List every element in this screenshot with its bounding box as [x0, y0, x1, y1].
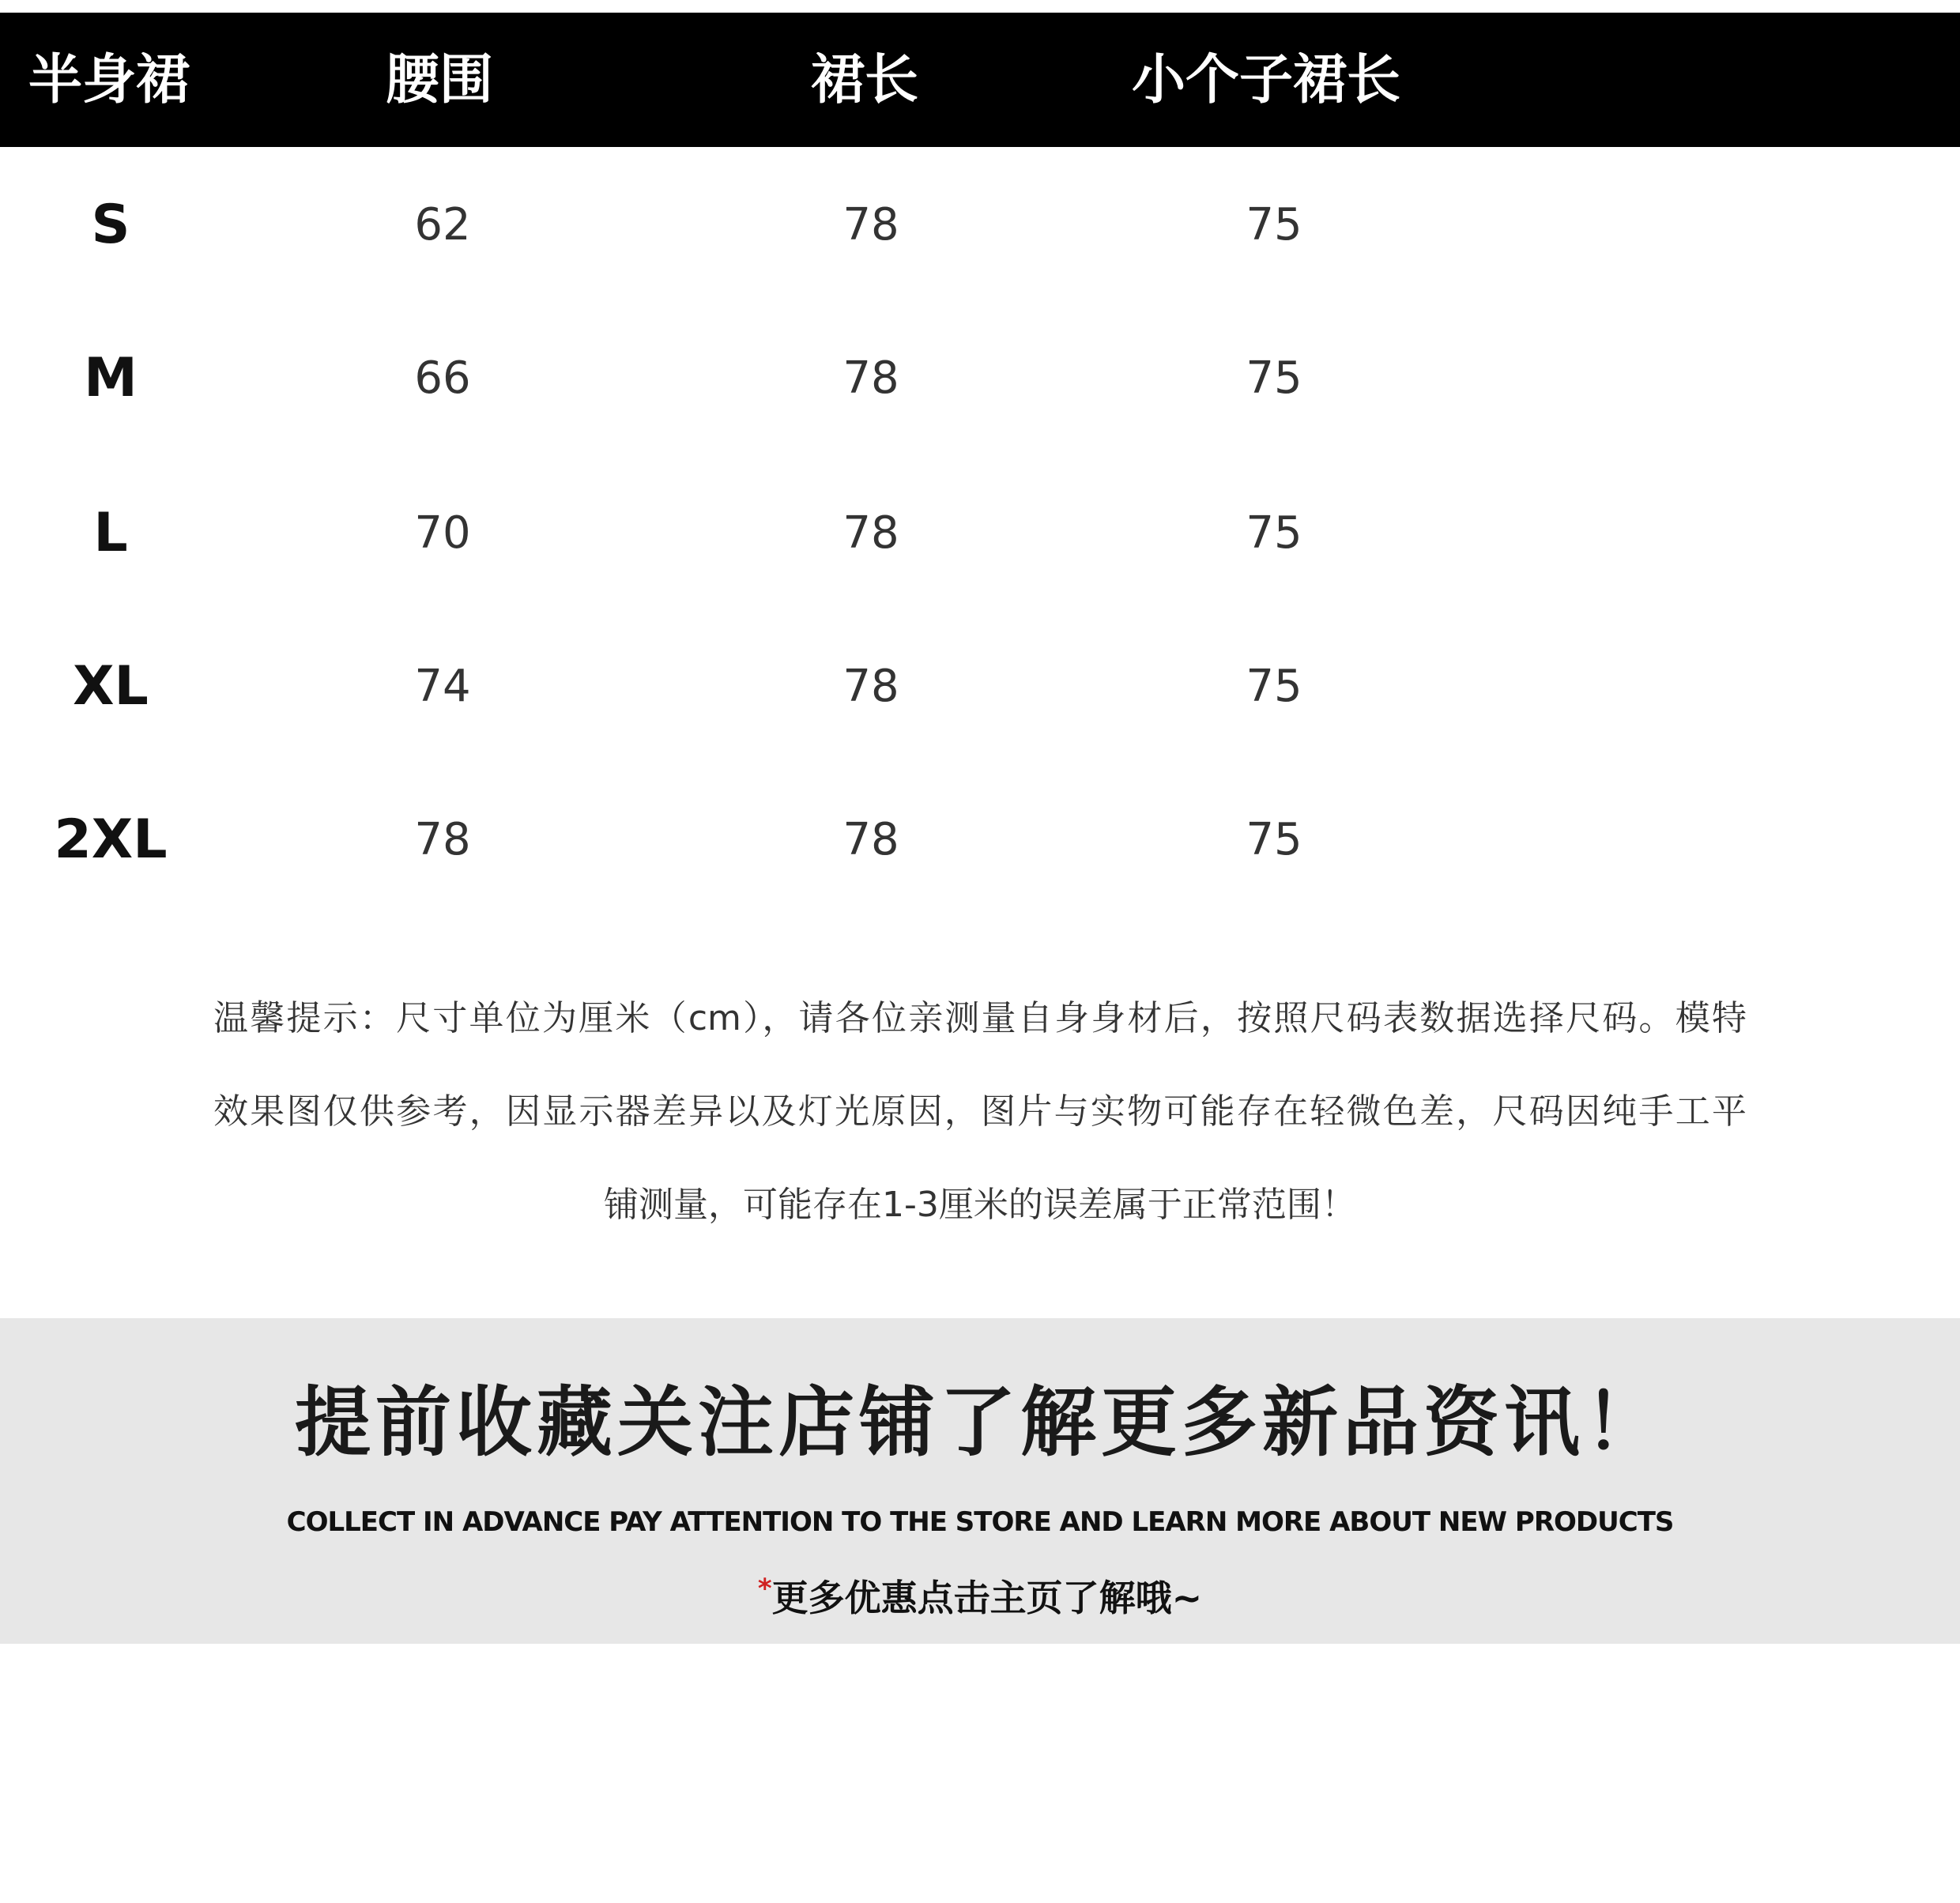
table-row — [0, 302, 1960, 455]
length-cell: 78 — [842, 199, 899, 251]
waist-cell: 66 — [414, 352, 471, 404]
waist-cell: 70 — [414, 507, 471, 559]
petite-length-cell: 75 — [1246, 352, 1302, 404]
follow-store-slogan: 提前收藏关注店铺了解更多新品资讯！ — [295, 1378, 1665, 1467]
header-petite-length: 小个子裙长 — [1132, 48, 1401, 111]
petite-length-cell: 75 — [1246, 814, 1302, 865]
size-cell: XL — [73, 655, 149, 718]
petite-length-cell: 75 — [1246, 199, 1302, 251]
notice-line: 效果图仅供参考，因显示器差异以及灯光原因，图片与实物可能存在轻微色差，尺码因纯手工平 — [213, 1091, 1747, 1132]
promo-banner — [0, 1318, 1960, 1644]
size-cell: L — [93, 502, 128, 564]
waist-cell: 78 — [414, 814, 471, 865]
size-cell: 2XL — [54, 808, 168, 871]
table-row — [0, 610, 1960, 763]
size-table-header — [0, 13, 1960, 147]
table-row — [0, 763, 1960, 917]
size-notice — [213, 972, 1747, 1252]
size-cell: M — [84, 347, 138, 409]
follow-store-slogan-en: COLLECT IN ADVANCE PAY ATTENTION TO THE STORE AND LEARN MORE ABOUT NEW PRODUCTS — [286, 1506, 1674, 1538]
header-skirt: 半身裙 — [28, 48, 190, 111]
header-length: 裙长 — [811, 48, 919, 111]
star-mark: * — [757, 1573, 772, 1605]
promo-text: 更多优惠点击主页了解哦~ — [771, 1577, 1203, 1619]
homepage-promo-link[interactable] — [0, 1570, 1960, 1622]
size-cell: S — [91, 194, 130, 256]
length-cell: 78 — [842, 814, 899, 865]
petite-length-cell: 75 — [1246, 507, 1302, 559]
petite-length-cell: 75 — [1246, 661, 1302, 712]
length-cell: 78 — [842, 507, 899, 559]
length-cell: 78 — [842, 661, 899, 712]
table-row — [0, 149, 1960, 302]
table-row — [0, 457, 1960, 610]
waist-cell: 74 — [414, 661, 471, 712]
notice-line: 温馨提示：尺寸单位为厘米（cm），请各位亲测量自身身材后，按照尺码表数据选择尺码。模特 — [213, 998, 1747, 1038]
notice-line: 铺测量，可能存在1-3厘米的误差属于正常范围！ — [604, 1185, 1356, 1225]
header-waist: 腰围 — [386, 48, 494, 111]
waist-cell: 62 — [414, 199, 471, 251]
length-cell: 78 — [842, 352, 899, 404]
